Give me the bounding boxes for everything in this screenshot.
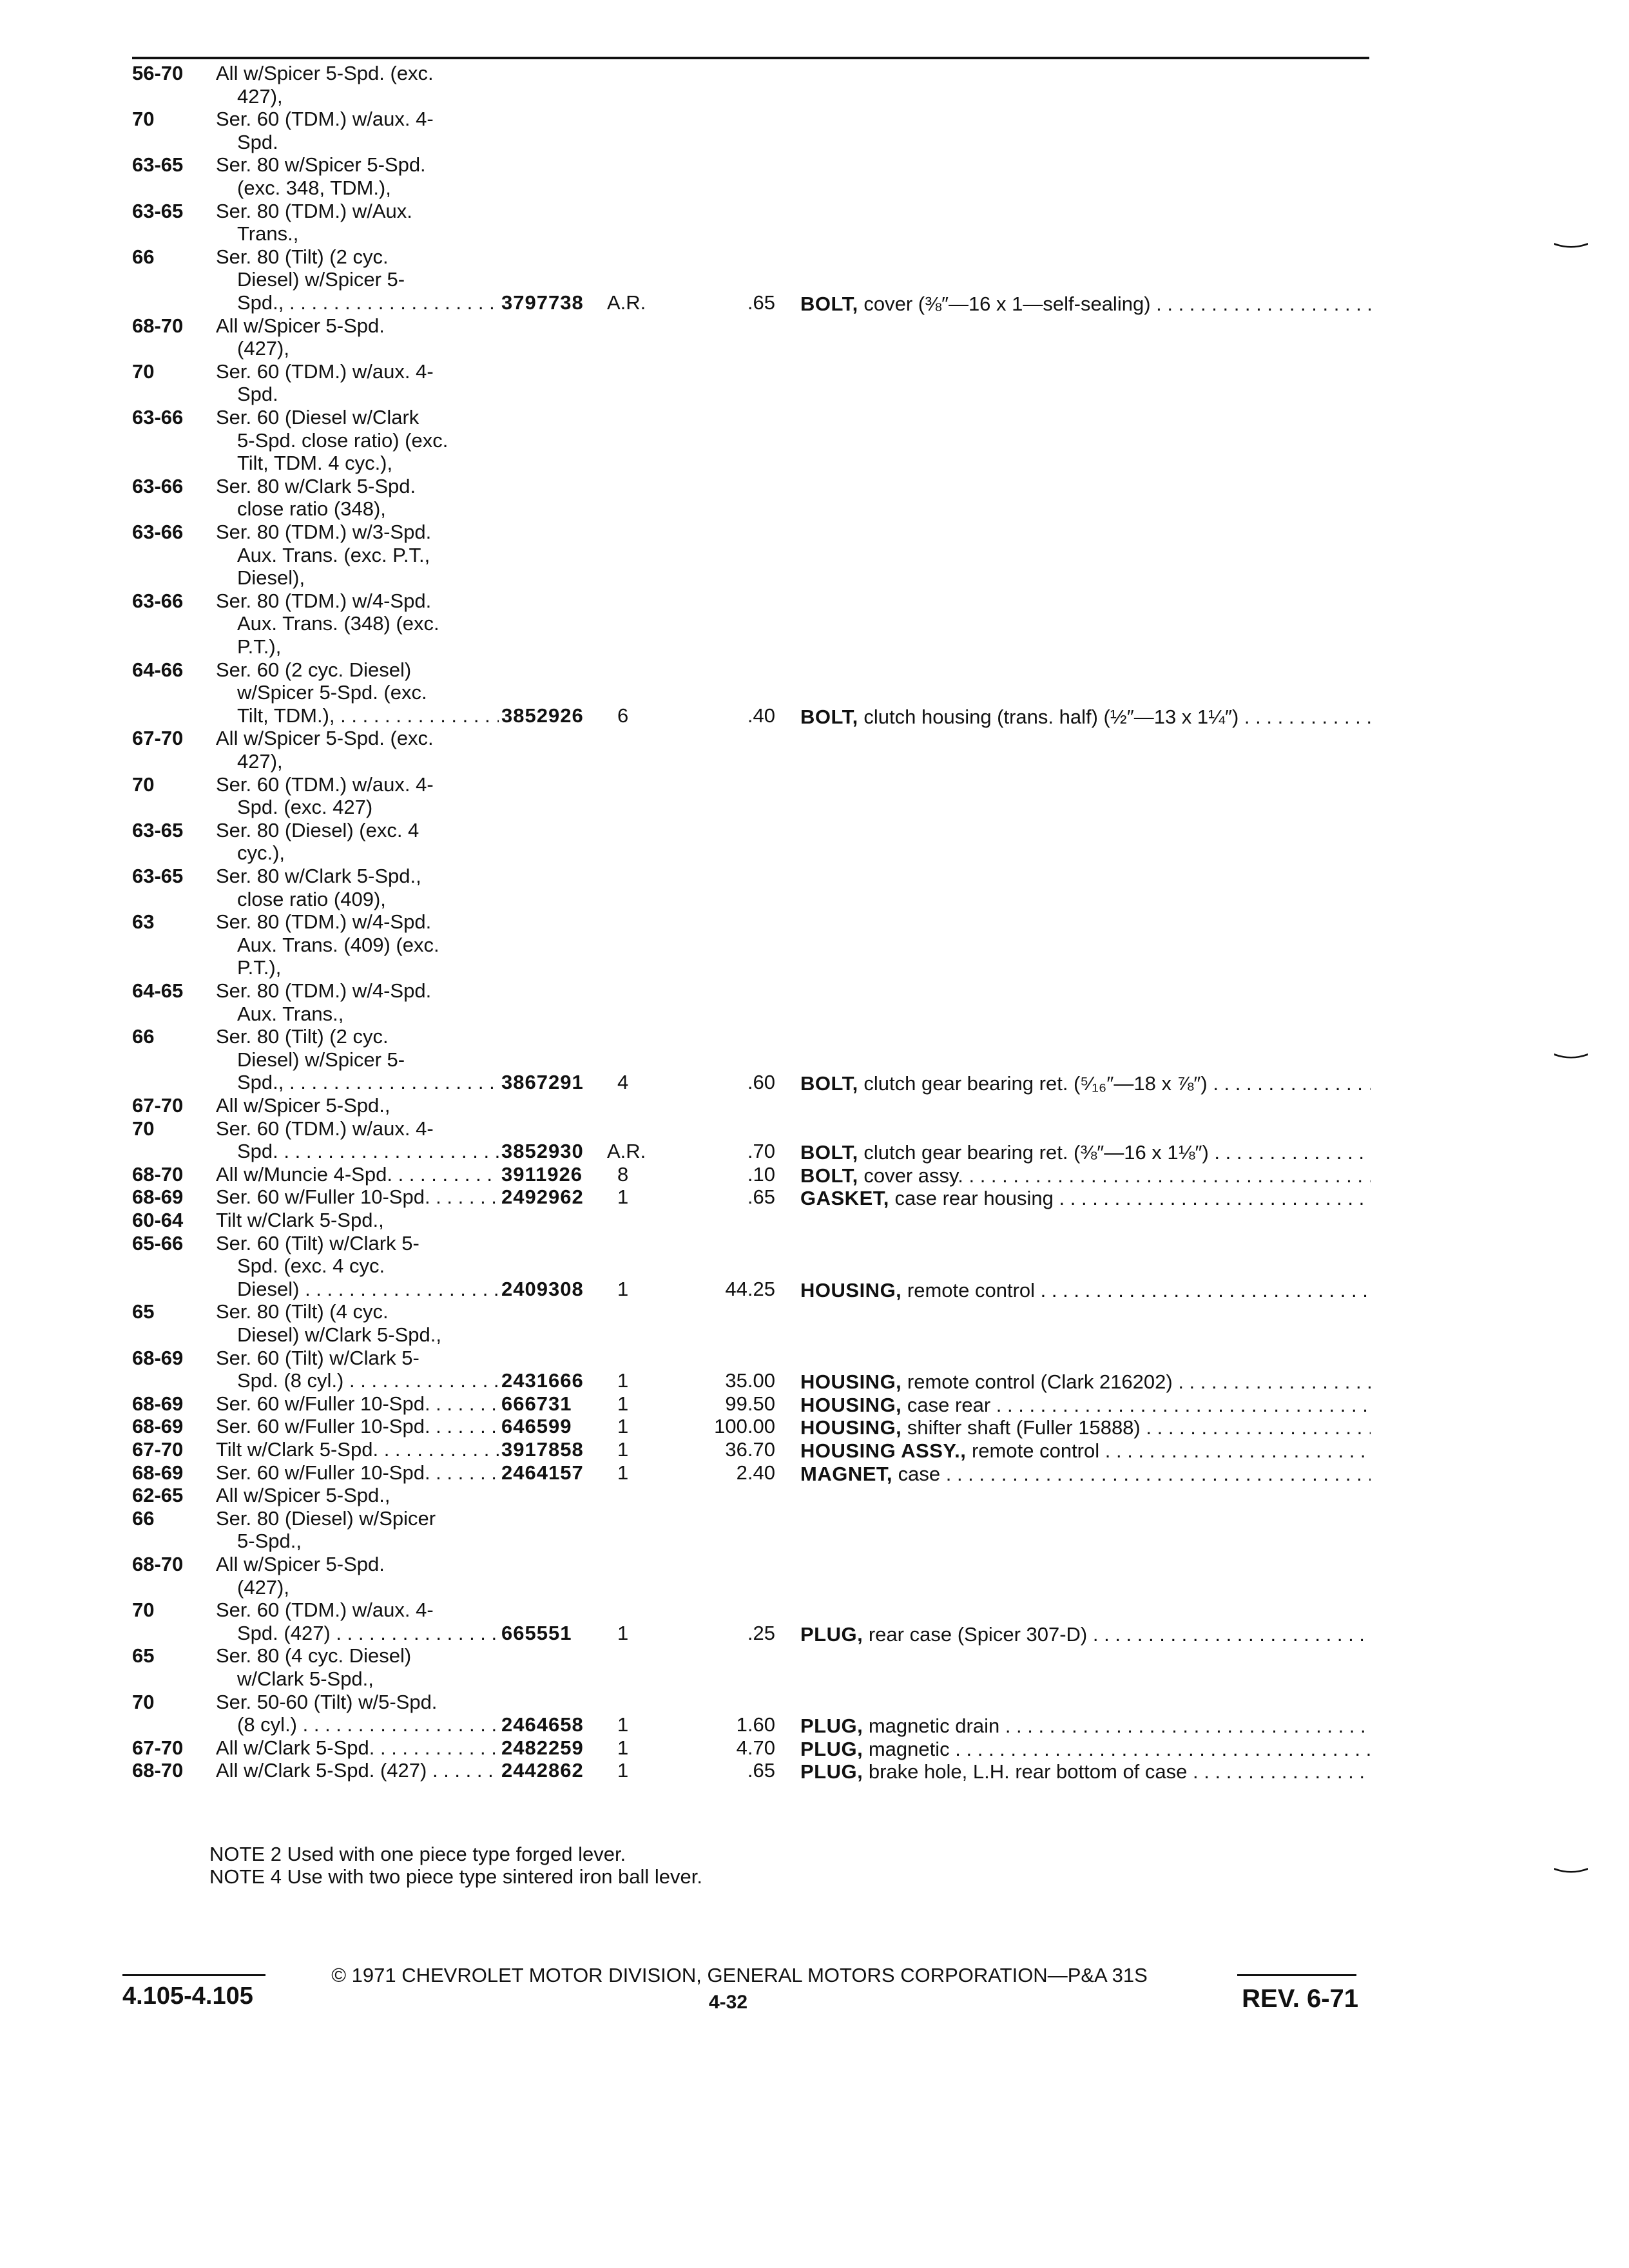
- part-name: GASKET,: [800, 1187, 889, 1210]
- part-name: BOLT,: [800, 1072, 858, 1095]
- part-number: 2431666: [499, 1369, 584, 1392]
- application-text: 427),: [237, 84, 283, 108]
- application-text: w/Clark 5-Spd.,: [237, 1667, 374, 1690]
- application-text: Ser. 80 (Diesel) (exc. 4: [216, 818, 419, 841]
- quantity: 1: [617, 1186, 629, 1209]
- application-text: All w/Clark 5-Spd. . . .: [216, 1736, 519, 1760]
- application-text: Ser. 80 (Diesel) w/Spicer: [216, 1506, 436, 1530]
- model-years: 67-70: [132, 727, 184, 750]
- part-name: BOLT,: [800, 1141, 858, 1164]
- model-years: 64-66: [132, 658, 184, 681]
- application-text: Ser. 80 w/Clark 5-Spd.: [216, 474, 416, 497]
- part-description: [800, 706, 1371, 729]
- part-number: 666731: [499, 1392, 572, 1416]
- model-years: 63-66: [132, 406, 184, 428]
- application-text: All w/Spicer 5-Spd. (exc.: [216, 62, 434, 84]
- model-years: 68-69: [132, 1346, 184, 1369]
- quantity: 1: [617, 1438, 629, 1461]
- footer-section-number: 4.105-4.105: [122, 1983, 253, 2010]
- list-price: .65: [747, 291, 775, 314]
- part-number: 665551: [499, 1622, 572, 1645]
- list-price: 2.40: [736, 1461, 775, 1484]
- application-text: Aux. Trans. (409) (exc.: [237, 933, 439, 956]
- quantity: A.R.: [607, 291, 646, 314]
- part-detail: clutch housing (trans. half) (½″—13 x 1¼″) . . .: [863, 706, 1371, 728]
- application-text: Aux. Trans. (348) (exc.: [237, 612, 439, 635]
- part-detail: case . . .: [898, 1463, 1371, 1485]
- list-price: .10: [747, 1162, 775, 1186]
- application-text: Spd., . . .: [237, 1071, 521, 1094]
- part-detail: magnetic drain . . .: [869, 1715, 1371, 1737]
- application-text: Ser. 60 (TDM.) w/aux. 4-: [216, 360, 434, 383]
- application-text: All w/Spicer 5-Spd. (exc.: [216, 727, 434, 750]
- application-text: Spd.: [237, 130, 278, 153]
- quantity: 1: [617, 1621, 629, 1644]
- application-text: Diesel) w/Clark 5-Spd.,: [237, 1323, 441, 1346]
- part-number: 2464658: [499, 1713, 584, 1736]
- application-text: All w/Spicer 5-Spd.: [216, 314, 385, 337]
- model-years: 63: [132, 910, 155, 934]
- part-number: 3852926: [499, 704, 584, 727]
- part-number: 2492962: [499, 1186, 584, 1209]
- footer-revision: REV. 6-71: [1242, 1984, 1358, 2013]
- application-text: Diesel) . . .: [237, 1278, 521, 1301]
- application-text: cyc.),: [237, 841, 285, 865]
- model-years: 63-65: [132, 153, 184, 177]
- part-name: BOLT,: [800, 293, 858, 315]
- quantity: 1: [617, 1277, 629, 1300]
- part-number: 2464157: [499, 1461, 584, 1485]
- application-text: Ser. 60 (TDM.) w/aux. 4-: [216, 1117, 434, 1140]
- application-text: Ser. 80 (TDM.) w/Aux.: [216, 199, 412, 222]
- part-description: [800, 1463, 1371, 1486]
- part-number: 2409308: [499, 1278, 584, 1301]
- application-text: w/Spicer 5-Spd. (exc.: [237, 681, 427, 704]
- application-text: Ser. 60 w/Fuller 10-Spd. . . .: [216, 1415, 519, 1438]
- part-detail: magnetic . . .: [869, 1738, 1371, 1760]
- application-text: Diesel) w/Spicer 5-: [237, 1048, 405, 1071]
- application-text: Ser. 60 (TDM.) w/aux. 4-: [216, 108, 434, 131]
- part-number: 3911926: [499, 1163, 583, 1186]
- part-description: [800, 1439, 1371, 1463]
- model-years: 56-70: [132, 62, 184, 84]
- list-price: .60: [747, 1071, 775, 1094]
- part-detail: remote control (Clark 216202) . . .: [907, 1370, 1371, 1393]
- model-years: 65: [132, 1644, 155, 1667]
- application-text: Ser. 80 (Tilt) (2 cyc.: [216, 1025, 389, 1048]
- quantity: 4: [617, 1071, 629, 1094]
- model-years: 70: [132, 1117, 155, 1140]
- application-text: Spd. (exc. 427): [237, 796, 373, 819]
- model-years: 70: [132, 360, 155, 383]
- part-name: HOUSING,: [800, 1416, 902, 1439]
- list-price: .70: [747, 1140, 775, 1163]
- part-number: 3797738: [499, 291, 584, 314]
- part-description: [800, 1715, 1371, 1738]
- quantity: A.R.: [607, 1140, 646, 1163]
- application-text: Diesel) w/Spicer 5-: [237, 268, 405, 291]
- application-text: Ser. 60 (TDM.) w/aux. 4-: [216, 773, 434, 796]
- application-text: close ratio (409),: [237, 887, 386, 910]
- model-years: 63-65: [132, 199, 184, 222]
- list-price: 1.60: [736, 1713, 775, 1736]
- application-text: Ser. 60 (Tilt) w/Clark 5-: [216, 1231, 419, 1254]
- quantity: 1: [617, 1759, 629, 1782]
- application-text: Ser. 80 (Tilt) (2 cyc.: [216, 245, 389, 268]
- model-years: 63-66: [132, 589, 184, 612]
- list-price: 100.00: [714, 1415, 775, 1438]
- application-text: Spd. (exc. 4 cyc.: [237, 1254, 385, 1278]
- application-text: 427),: [237, 750, 283, 773]
- list-price: 35.00: [725, 1369, 775, 1392]
- list-price: .40: [747, 704, 775, 727]
- application-text: Ser. 80 (TDM.) w/4-Spd.: [216, 910, 432, 934]
- application-text: Ser. 60 (Diesel w/Clark: [216, 406, 419, 428]
- application-text: Aux. Trans.,: [237, 1002, 344, 1025]
- application-text: Tilt, TDM.), . . .: [237, 704, 521, 727]
- part-number: 2442862: [499, 1759, 584, 1782]
- part-description: [800, 1370, 1371, 1394]
- model-years: 67-70: [132, 1438, 184, 1461]
- application-text: Trans.,: [237, 222, 299, 245]
- application-text: Ser. 80 (TDM.) w/4-Spd.: [216, 589, 432, 612]
- part-description: [800, 1416, 1371, 1439]
- part-number: 3852930: [499, 1140, 584, 1163]
- part-detail: brake hole, L.H. rear bottom of case . . .: [869, 1760, 1371, 1783]
- part-description: [800, 1164, 1371, 1187]
- application-text: (427),: [237, 337, 289, 360]
- application-text: Spd. (8 cyl.) . . .: [237, 1369, 521, 1392]
- application-text: Ser. 60 (Tilt) w/Clark 5-: [216, 1346, 419, 1369]
- part-detail: case rear . . .: [907, 1394, 1371, 1416]
- note-4: NOTE 4 Use with two piece type sintered iron ball lever.: [209, 1865, 703, 1888]
- application-text: Ser. 80 w/Clark 5-Spd.,: [216, 865, 421, 887]
- quantity: 1: [617, 1392, 629, 1415]
- part-name: PLUG,: [800, 1715, 863, 1738]
- binding-mark: [1554, 1052, 1588, 1059]
- part-detail: remote control . . .: [972, 1439, 1371, 1462]
- top-rule: [132, 57, 1369, 59]
- part-name: PLUG,: [800, 1760, 863, 1783]
- model-years: 67-70: [132, 1736, 184, 1759]
- application-text: All w/Clark 5-Spd. (427) . . .: [216, 1759, 519, 1782]
- part-name: PLUG,: [800, 1622, 863, 1646]
- application-text: (8 cyl.) . . .: [237, 1713, 521, 1736]
- application-text: Ser. 80 w/Spicer 5-Spd.: [216, 153, 426, 177]
- application-text: close ratio (348),: [237, 497, 386, 521]
- part-description: [800, 1072, 1371, 1095]
- model-years: 68-70: [132, 1553, 184, 1575]
- note-2: NOTE 2 Used with one piece type forged lever.: [209, 1843, 626, 1865]
- application-text: Tilt w/Clark 5-Spd.,: [216, 1209, 384, 1231]
- model-years: 68-69: [132, 1392, 184, 1415]
- application-text: Ser. 60 w/Fuller 10-Spd. . . .: [216, 1461, 519, 1485]
- quantity: 6: [617, 704, 629, 727]
- part-detail: rear case (Spicer 307-D) . . .: [869, 1623, 1371, 1646]
- part-description: [800, 1394, 1371, 1417]
- model-years: 63-66: [132, 474, 184, 497]
- application-text: All w/Muncie 4-Spd. . . .: [216, 1163, 519, 1186]
- application-text: Ser. 60 (TDM.) w/aux. 4-: [216, 1599, 434, 1622]
- part-name: BOLT,: [800, 1164, 858, 1187]
- binding-mark: [1554, 1867, 1588, 1873]
- model-years: 70: [132, 108, 155, 131]
- model-years: 60-64: [132, 1209, 184, 1231]
- part-number: 3917858: [499, 1438, 584, 1461]
- model-years: 68-70: [132, 1162, 184, 1186]
- part-number: 2482259: [499, 1736, 584, 1760]
- model-years: 65-66: [132, 1231, 184, 1254]
- model-years: 63-66: [132, 521, 184, 543]
- application-text: P.T.),: [237, 956, 282, 979]
- application-text: Spd. (427) . . .: [237, 1622, 521, 1645]
- application-text: Ser. 80 (4 cyc. Diesel): [216, 1644, 412, 1667]
- model-years: 65: [132, 1300, 155, 1323]
- application-text: 5-Spd. close ratio) (exc.: [237, 428, 448, 452]
- part-description: [800, 1760, 1371, 1783]
- part-detail: clutch gear bearing ret. (⅜″—16 x 1⅛″) . . .: [863, 1141, 1371, 1164]
- application-text: Spd. . . .: [237, 1140, 521, 1163]
- part-name: HOUSING,: [800, 1278, 902, 1302]
- part-number: 646599: [499, 1415, 572, 1438]
- part-number: 3867291: [499, 1071, 584, 1094]
- application-text: P.T.),: [237, 635, 282, 658]
- application-text: Spd.: [237, 383, 278, 406]
- part-description: [800, 1623, 1371, 1646]
- application-text: (427),: [237, 1575, 289, 1599]
- model-years: 68-69: [132, 1415, 184, 1438]
- list-price: 4.70: [736, 1736, 775, 1759]
- list-price: .65: [747, 1759, 775, 1782]
- model-years: 68-69: [132, 1186, 184, 1209]
- quantity: 1: [617, 1415, 629, 1438]
- application-text: Ser. 60 (2 cyc. Diesel): [216, 658, 412, 681]
- model-years: 66: [132, 245, 155, 268]
- model-years: 68-70: [132, 1759, 184, 1782]
- part-name: HOUSING,: [800, 1370, 902, 1394]
- quantity: 1: [617, 1713, 629, 1736]
- quantity: 1: [617, 1461, 629, 1484]
- footer-copyright: © 1971 CHEVROLET MOTOR DIVISION, GENERAL MOTORS CORPORATION—P&A 31S: [331, 1964, 1148, 1986]
- model-years: 62-65: [132, 1484, 184, 1507]
- part-detail: cover (⅜″—16 x 1—self-sealing) . . .: [863, 293, 1371, 315]
- part-detail: shifter shaft (Fuller 15888) . . .: [907, 1416, 1371, 1439]
- part-name: PLUG,: [800, 1737, 863, 1760]
- part-description: [800, 1738, 1371, 1761]
- binding-mark: [1554, 242, 1588, 248]
- list-price: .25: [747, 1621, 775, 1644]
- part-description: [800, 1187, 1371, 1210]
- part-description: [800, 1141, 1371, 1164]
- model-years: 66: [132, 1025, 155, 1048]
- application-text: Ser. 80 (Tilt) (4 cyc.: [216, 1300, 389, 1323]
- part-name: BOLT,: [800, 705, 858, 728]
- application-text: Aux. Trans. (exc. P.T.,: [237, 543, 430, 566]
- model-years: 68-69: [132, 1461, 184, 1484]
- application-text: Ser. 80 (TDM.) w/3-Spd.: [216, 521, 432, 543]
- footer-page-number: 4-32: [709, 1992, 748, 2013]
- model-years: 64-65: [132, 979, 184, 1002]
- application-text: Ser. 80 (TDM.) w/4-Spd.: [216, 979, 432, 1002]
- part-description: [800, 1279, 1371, 1302]
- quantity: 1: [617, 1736, 629, 1759]
- application-text: Diesel),: [237, 566, 305, 590]
- application-text: Ser. 60 w/Fuller 10-Spd. . . .: [216, 1186, 519, 1209]
- list-price: .65: [747, 1186, 775, 1209]
- list-price: 99.50: [725, 1392, 775, 1415]
- application-text: Spd., . . .: [237, 291, 521, 314]
- model-years: 68-70: [132, 314, 184, 337]
- part-detail: cover assy. . . .: [863, 1164, 1371, 1187]
- application-text: Ser. 60 w/Fuller 10-Spd. . . .: [216, 1392, 519, 1416]
- model-years: 66: [132, 1506, 155, 1530]
- part-detail: case rear housing . . .: [894, 1187, 1371, 1209]
- part-name: MAGNET,: [800, 1462, 892, 1485]
- model-years: 70: [132, 1599, 155, 1622]
- application-text: All w/Spicer 5-Spd.,: [216, 1484, 390, 1507]
- model-years: 63-65: [132, 818, 184, 841]
- application-text: 5-Spd.,: [237, 1530, 302, 1553]
- application-text: Tilt, TDM. 4 cyc.),: [237, 452, 393, 475]
- quantity: 1: [617, 1369, 629, 1392]
- model-years: 63-65: [132, 865, 184, 887]
- model-years: 67-70: [132, 1094, 184, 1117]
- part-detail: clutch gear bearing ret. (⁵⁄₁₆″—18 x ⅞″) . . .: [863, 1072, 1371, 1095]
- application-text: (exc. 348, TDM.),: [237, 177, 391, 199]
- application-text: Tilt w/Clark 5-Spd. . . .: [216, 1438, 519, 1461]
- list-price: 44.25: [725, 1277, 775, 1300]
- model-years: 70: [132, 773, 155, 796]
- part-name: HOUSING ASSY.,: [800, 1439, 967, 1462]
- part-description: [800, 293, 1371, 316]
- list-price: 36.70: [725, 1438, 775, 1461]
- part-detail: remote control . . .: [907, 1279, 1371, 1302]
- application-text: Ser. 50-60 (Tilt) w/5-Spd.: [216, 1690, 438, 1713]
- application-text: All w/Spicer 5-Spd.,: [216, 1094, 390, 1117]
- quantity: 8: [617, 1162, 629, 1186]
- part-name: HOUSING,: [800, 1393, 902, 1416]
- model-years: 70: [132, 1690, 155, 1713]
- application-text: All w/Spicer 5-Spd.: [216, 1553, 385, 1575]
